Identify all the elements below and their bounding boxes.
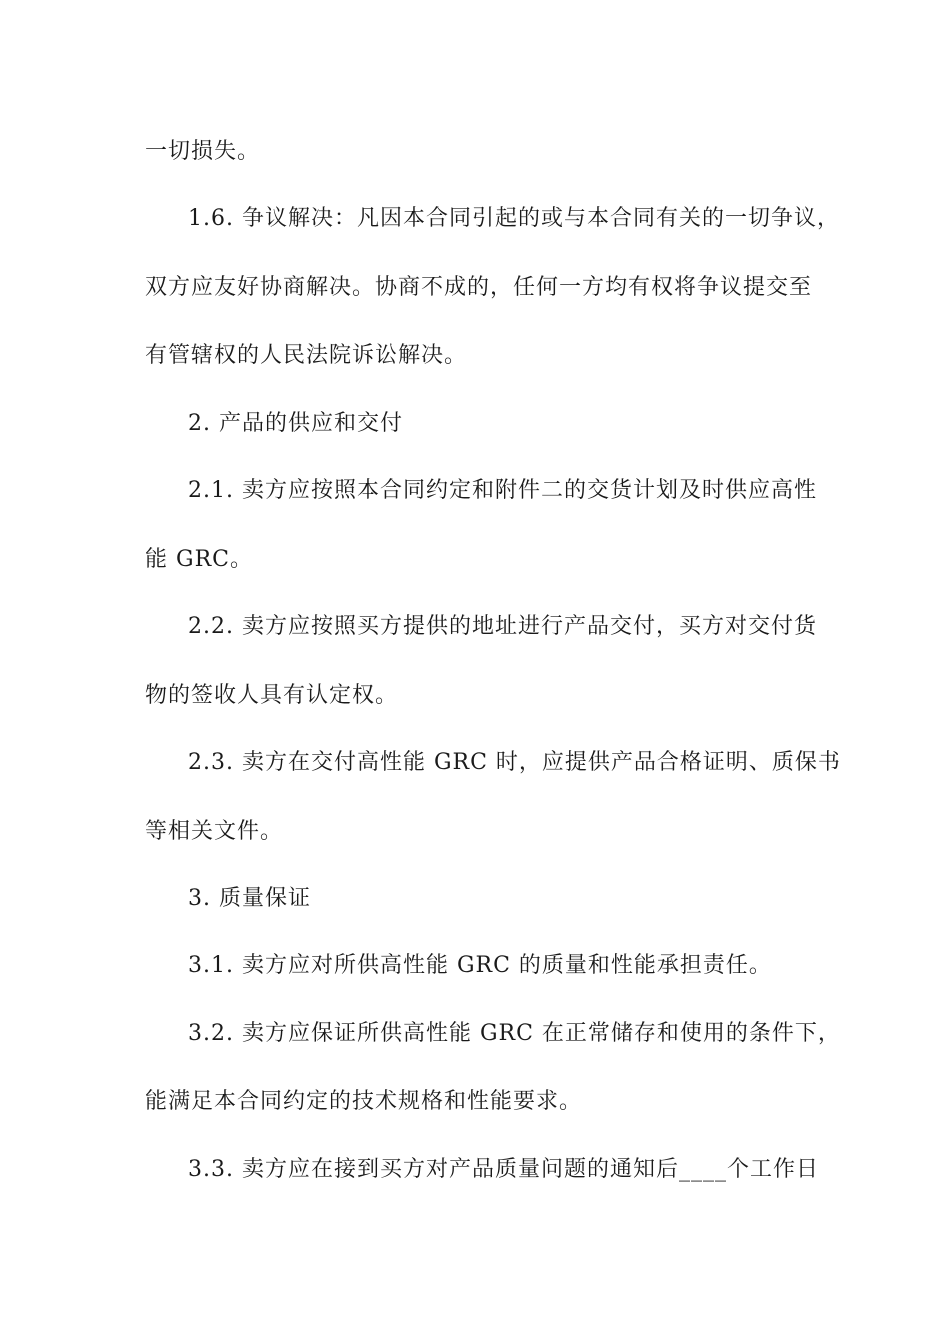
clause-2-1: 2.1. 卖方应按照本合同约定和附件二的交货计划及时供应高性 — [188, 478, 817, 503]
clause-3-3: 3.3. 卖方应在接到买方对产品质量问题的通知后____个工作日 — [188, 1157, 819, 1182]
text-line: 物的签收人具有认定权。 — [145, 683, 399, 708]
clause-3-1: 3.1. 卖方应对所供高性能 GRC 的质量和性能承担责任。 — [188, 953, 772, 978]
section-heading-3: 3. 质量保证 — [188, 886, 311, 911]
text-line: 一切损失。 — [145, 139, 261, 164]
clause-2-3: 2.3. 卖方在交付高性能 GRC 时，应提供产品合格证明、质保书 — [188, 750, 841, 775]
text-line: 等相关文件。 — [145, 819, 284, 844]
clause-3-2: 3.2. 卖方应保证所供高性能 GRC 在正常储存和使用的条件下， — [188, 1021, 841, 1046]
section-heading-2: 2. 产品的供应和交付 — [188, 411, 403, 436]
text-line: 双方应友好协商解决。协商不成的，任何一方均有权将争议提交至 — [145, 275, 813, 300]
clause-1-6: 1.6. 争议解决：凡因本合同引起的或与本合同有关的一切争议， — [188, 206, 840, 231]
clause-2-2: 2.2. 卖方应按照买方提供的地址进行产品交付，买方对交付货 — [188, 614, 817, 639]
text-line: 能 GRC。 — [145, 547, 253, 572]
text-line: 有管辖权的人民法院诉讼解决。 — [145, 343, 468, 368]
text-line: 能满足本合同约定的技术规格和性能要求。 — [145, 1089, 583, 1114]
